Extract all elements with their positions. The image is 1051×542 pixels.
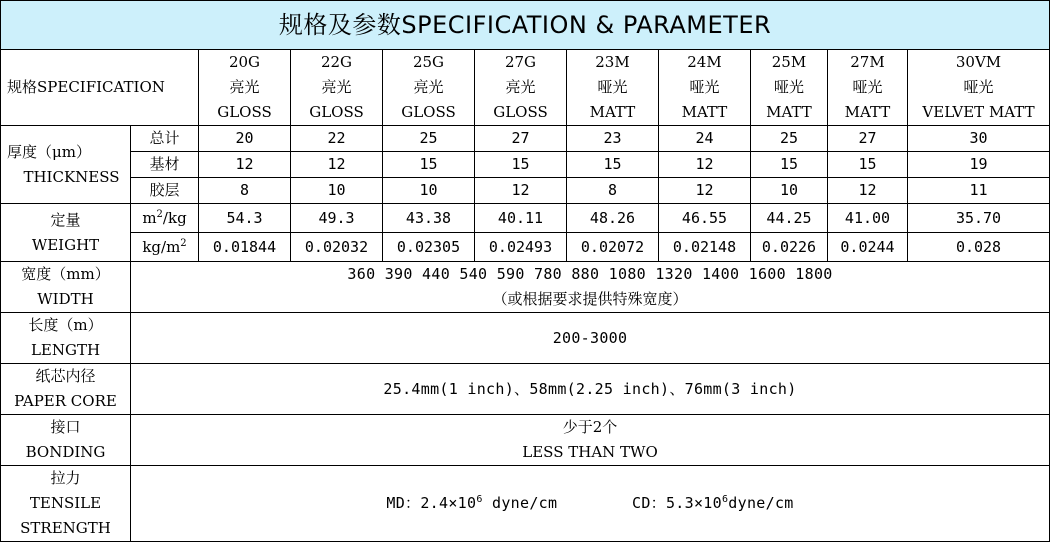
tensile-cd-unit: dyne/cm	[728, 494, 794, 512]
table-cell: 15	[475, 152, 567, 178]
table-cell: 11	[908, 178, 1050, 204]
table-cell: 12	[475, 178, 567, 204]
grade-col	[828, 50, 908, 126]
bonding-label-cn: 接口	[50, 418, 81, 436]
table-cell: 24	[659, 126, 751, 152]
paper-core-row	[1, 364, 1050, 415]
weight-label-en: WEIGHT	[31, 235, 100, 254]
grade-en: VELVET MATT	[922, 103, 1035, 121]
thickness-sub-label: 胶层	[131, 178, 199, 204]
table-cell: 15	[567, 152, 659, 178]
table-cell: 12	[828, 178, 908, 204]
grade-code: 23M	[595, 53, 630, 71]
grade-en: GLOSS	[217, 103, 272, 121]
width-label	[1, 262, 131, 313]
paper-core-label	[1, 364, 131, 415]
weight-label	[1, 204, 131, 262]
table-cell: 10	[751, 178, 828, 204]
tensile-md	[386, 494, 557, 512]
length-label	[1, 313, 131, 364]
grade-code: 24M	[687, 53, 722, 71]
width-label-cn: 宽度（mm）	[21, 265, 110, 283]
tensile-label-en2: STRENGTH	[20, 519, 111, 537]
unit-sup: 2	[180, 237, 187, 249]
width-values: 360 390 440 540 590 780 880 1080 1320 1400 1600 1800	[347, 265, 833, 283]
table-cell: 12	[199, 152, 291, 178]
length-row	[1, 313, 1050, 364]
width-label-en: WIDTH	[37, 290, 94, 308]
thickness-row-adhesive	[1, 178, 1050, 204]
thickness-label-cn: 厚度（μm）	[7, 142, 91, 161]
grade-en: MATT	[589, 103, 636, 121]
tensile-label-cn: 拉力	[50, 469, 81, 487]
table-cell: 0.02493	[475, 233, 567, 262]
width-row	[1, 262, 1050, 313]
table-cell: 25	[751, 126, 828, 152]
thickness-row-total	[1, 126, 1050, 152]
weight-row-kgm2	[1, 233, 1050, 262]
grade-cn: 亮光	[229, 78, 260, 96]
grade-code: 27G	[504, 53, 537, 71]
grade-col	[567, 50, 659, 126]
grade-en: GLOSS	[493, 103, 548, 121]
paper-core-value: 25.4mm(1 inch)、58mm(2.25 inch)、76mm(3 inch)	[131, 364, 1050, 415]
table-cell: 0.02032	[291, 233, 383, 262]
table-cell: 44.25	[751, 204, 828, 233]
paper-core-label-en: PAPER CORE	[14, 392, 117, 410]
weight-row-m2kg	[1, 204, 1050, 233]
length-value: 200-3000	[131, 313, 1050, 364]
bonding-value	[131, 415, 1050, 466]
width-value	[131, 262, 1050, 313]
tensile-cd-exp: 6	[721, 494, 729, 505]
table-cell: 0.0244	[828, 233, 908, 262]
tensile-md-unit: dyne/cm	[482, 494, 558, 512]
grade-cn: 哑光	[963, 78, 994, 96]
table-cell: 15	[751, 152, 828, 178]
table-cell: 25	[383, 126, 475, 152]
weight-unit-m2kg	[131, 204, 199, 233]
width-note: （或根据要求提供特殊宽度）	[492, 290, 688, 308]
grade-cn: 亮光	[321, 78, 352, 96]
table-cell: 22	[291, 126, 383, 152]
unit-part: /kg	[162, 208, 187, 227]
table-cell: 12	[291, 152, 383, 178]
table-cell: 48.26	[567, 204, 659, 233]
tensile-label-en1: TENSILE	[29, 494, 102, 512]
grade-en: GLOSS	[309, 103, 364, 121]
grade-code: 25G	[412, 53, 445, 71]
table-cell: 0.02072	[567, 233, 659, 262]
spec-label: 规格SPECIFICATION	[1, 50, 199, 126]
grade-cn: 哑光	[597, 78, 628, 96]
table-cell: 12	[659, 178, 751, 204]
grade-col	[383, 50, 475, 126]
table-cell: 27	[475, 126, 567, 152]
grade-code: 30VM	[955, 53, 1002, 71]
unit-sup: 2	[156, 208, 163, 220]
table-cell: 0.0226	[751, 233, 828, 262]
bonding-label-en: BONDING	[25, 443, 106, 461]
unit-part: m	[142, 208, 157, 227]
table-cell: 10	[291, 178, 383, 204]
table-cell: 54.3	[199, 204, 291, 233]
grade-cn: 哑光	[689, 78, 720, 96]
grade-col	[291, 50, 383, 126]
bonding-row	[1, 415, 1050, 466]
title-row	[1, 1, 1050, 50]
thickness-row-base	[1, 152, 1050, 178]
bonding-value-en: LESS THAN TWO	[522, 443, 658, 461]
thickness-sub-label: 基材	[131, 152, 199, 178]
tensile-label	[1, 466, 131, 542]
table-cell: 27	[828, 126, 908, 152]
grade-col	[751, 50, 828, 126]
table-cell: 8	[567, 178, 659, 204]
tensile-md-text: MD：2.4×10	[386, 494, 477, 512]
grade-en: MATT	[766, 103, 812, 121]
table-cell: 0.02148	[659, 233, 751, 262]
grade-code: 22G	[320, 53, 353, 71]
weight-unit-kgm2	[131, 233, 199, 262]
unit-part: kg/m	[142, 237, 181, 256]
table-cell: 20	[199, 126, 291, 152]
table-cell: 19	[908, 152, 1050, 178]
table-cell: 30	[908, 126, 1050, 152]
table-cell: 15	[383, 152, 475, 178]
table-cell: 35.70	[908, 204, 1050, 233]
table-cell: 0.028	[908, 233, 1050, 262]
grade-cn: 亮光	[413, 78, 444, 96]
thickness-sub-label: 总计	[131, 126, 199, 152]
grade-cn: 哑光	[773, 78, 804, 96]
grade-cn: 哑光	[852, 78, 883, 96]
grade-en: GLOSS	[401, 103, 456, 121]
grade-en: MATT	[844, 103, 891, 121]
bonding-value-cn: 少于2个	[562, 418, 618, 436]
grade-col	[475, 50, 567, 126]
tensile-cd-text: CD：5.3×10	[632, 494, 722, 512]
thickness-label	[1, 126, 131, 204]
tensile-value	[131, 466, 1050, 542]
table-cell: 10	[383, 178, 475, 204]
spec-header-row	[1, 50, 1050, 126]
table-cell: 12	[659, 152, 751, 178]
table-cell: 43.38	[383, 204, 475, 233]
table-cell: 46.55	[659, 204, 751, 233]
grade-cn: 亮光	[505, 78, 536, 96]
table-cell: 0.02305	[383, 233, 475, 262]
table-cell: 40.11	[475, 204, 567, 233]
grade-code: 25M	[771, 53, 807, 71]
grade-col	[908, 50, 1050, 126]
weight-label-cn: 定量	[50, 210, 81, 229]
paper-core-label-cn: 纸芯内径	[35, 367, 96, 385]
length-label-en: LENGTH	[30, 341, 101, 359]
bonding-label	[1, 415, 131, 466]
length-label-cn: 长度（m）	[28, 316, 103, 334]
page-title: 规格及参数SPECIFICATION & PARAMETER	[1, 1, 1050, 50]
grade-code: 27M	[850, 53, 885, 71]
thickness-label-en: THICKNESS	[23, 167, 120, 186]
table-cell: 15	[828, 152, 908, 178]
tensile-md-exp: 6	[476, 494, 483, 505]
grade-code: 20G	[228, 53, 261, 71]
grade-col	[199, 50, 291, 126]
table-cell: 8	[199, 178, 291, 204]
grade-col	[659, 50, 751, 126]
table-cell: 0.01844	[199, 233, 291, 262]
table-cell: 41.00	[828, 204, 908, 233]
grade-en: MATT	[681, 103, 728, 121]
tensile-cd	[632, 494, 794, 512]
table-cell: 49.3	[291, 204, 383, 233]
table-cell: 23	[567, 126, 659, 152]
tensile-row	[1, 466, 1050, 542]
